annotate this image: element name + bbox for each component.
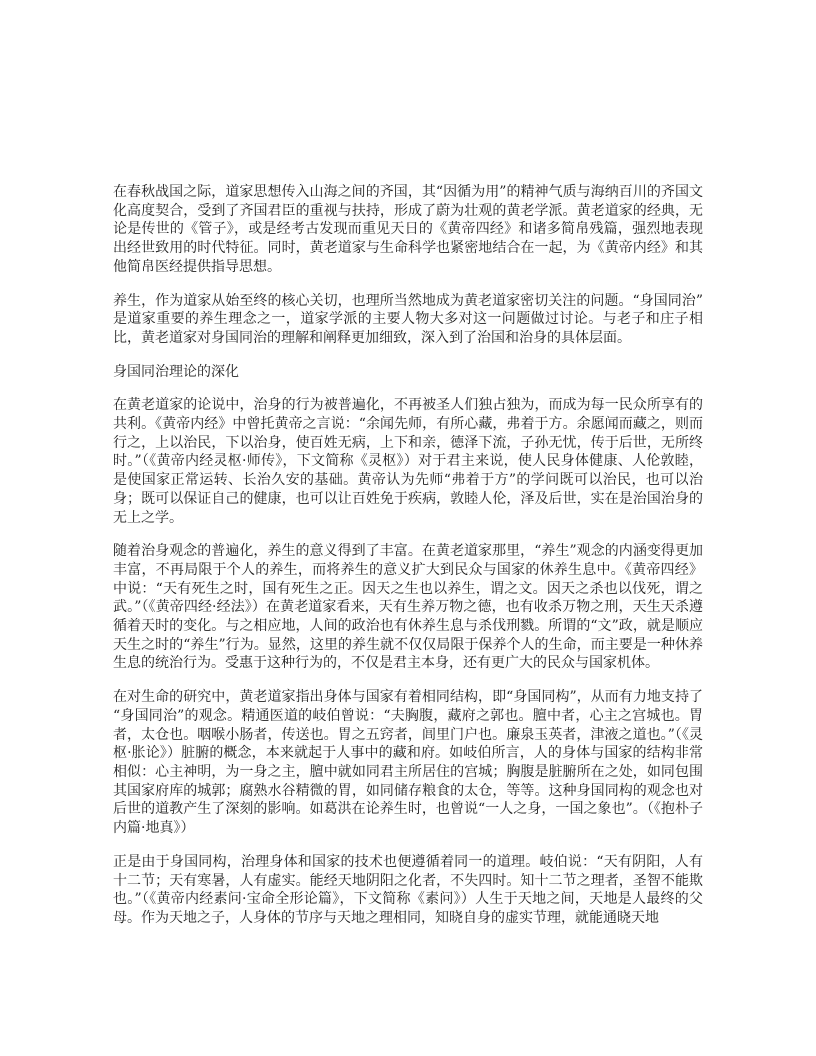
body-paragraph: 在春秋战国之际，道家思想传入山海之间的齐国，其“因循为用”的精神气质与海纳百川的齐国文化高度契合，受到了齐国君臣的重视与扶持，形成了蔚为壮观的黄老学派。黄老道家的经典，无论是传世的《管子》，或是经考古发现而重见天日的《黄帝四经》和诸多简帛残篇，强烈地表现出经世致用的时代特征。同时，黄老道家与生命科学也紧密地结合在一起，为《黄帝内经》和其他简帛医经提供指导思想。	[113, 184, 703, 275]
document-content	[113, 183, 703, 943]
section-heading: 身国同治理论的深化	[113, 363, 239, 380]
body-paragraph: 随着治身观念的普遍化，养生的意义得到了丰富。在黄老道家那里，“养生”观念的内涵变得更加丰富，不再局限于个人的养生，而将养生的意义扩大到民众与国家的休养生息中。《黄帝四经》中说：“天有死生之时，国有死生之正。因天之生也以养生，谓之文。因天之杀也以伐死，谓之武。”（《黄帝四经·经法》）在黄老道家看来，天有生养万物之德，也有收杀万物之刑，天生天杀遵循着天时的变化。与之相应地，人间的政治也有休养生息与杀伐刑戮。所谓的“文”政，就是顺应天生之时的“养生”行为。显然，这里的养生就不仅仅局限于保养个人的生命，而主要是一种休养生息的统治行为。受惠于这种行为的，不仅是君主本身，还有更广大的民众与国家机体。	[113, 543, 703, 672]
body-paragraph: 在对生命的研究中，黄老道家指出身体与国家有着相同结构，即“身国同构”，从而有力地支持了“身国同治”的观念。精通医道的岐伯曾说：“夫胸腹，藏府之郭也。膻中者，心主之宫城也。胃者，太仓也。咽喉小肠者，传送也。胃之五窍者，闾里门户也。廉泉玉英者，津液之道也。”（《灵枢·胀论》）脏腑的概念，本来就起于人事中的藏和府。如岐伯所言，人的身体与国家的结构非常相似：心主神明，为一身之主，膻中就如同君主所居住的宫城；胸腹是脏腑所在之处，如同包围其国家府库的城郭；腐熟水谷精微的胃，如同储存粮食的太仓，等等。这种身国同构的观念也对后世的道教产生了深刻的影响。如葛洪在论养生时，也曾说“一人之身，一国之象也”。（《抱朴子内篇·地真》）	[113, 689, 703, 837]
body-paragraph: 在黄老道家的论说中，治身的行为被普遍化，不再被圣人们独占独为，而成为每一民众所享有的共利。《黄帝内经》中曾托黄帝之言说：“余闻先师，有所心藏，弗着于方。余愿闻而藏之，则而行之，上以治民，下以治身，使百姓无病，上下和亲，德泽下流，子孙无忧，传于后世，无所终时。”（《黄帝内经灵枢·师传》，下文简称《灵枢》）对于君主来说，使人民身体健康、人伦敦睦，是使国家正常运转、长治久安的基础。黄帝认为先师“弗着于方”的学问既可以治民，也可以治身；既可以保证自己的健康，也可以让百姓免于疾病，敦睦人伦，泽及后世，实在是治国治身的无上之学。	[113, 397, 703, 526]
body-paragraph: 养生，作为道家从始至终的核心关切，也理所当然地成为黄老道家密切关注的问题。“身国同治”是道家重要的养生理念之一，道家学派的主要人物大多对这一问题做过讨论。与老子和庄子相比，黄老道家对身国同治的理解和阐释更加细致，深入到了治国和治身的具体层面。	[113, 292, 703, 346]
body-paragraph: 正是由于身国同构，治理身体和国家的技术也便遵循着同一的道理。岐伯说：“天有阴阳，人有十二节；天有寒暑，人有虚实。能经天地阴阳之化者，不失四时。知十二节之理者，圣智不能欺也。”（《黄帝内经素问·宝命全形论篇》，下文简称《素问》）人生于天地之间，天地是人最终的父母。作为天地之子，人身体的节序与天地之理相同，知晓自身的虚实节理，就能通晓天地	[113, 853, 703, 926]
